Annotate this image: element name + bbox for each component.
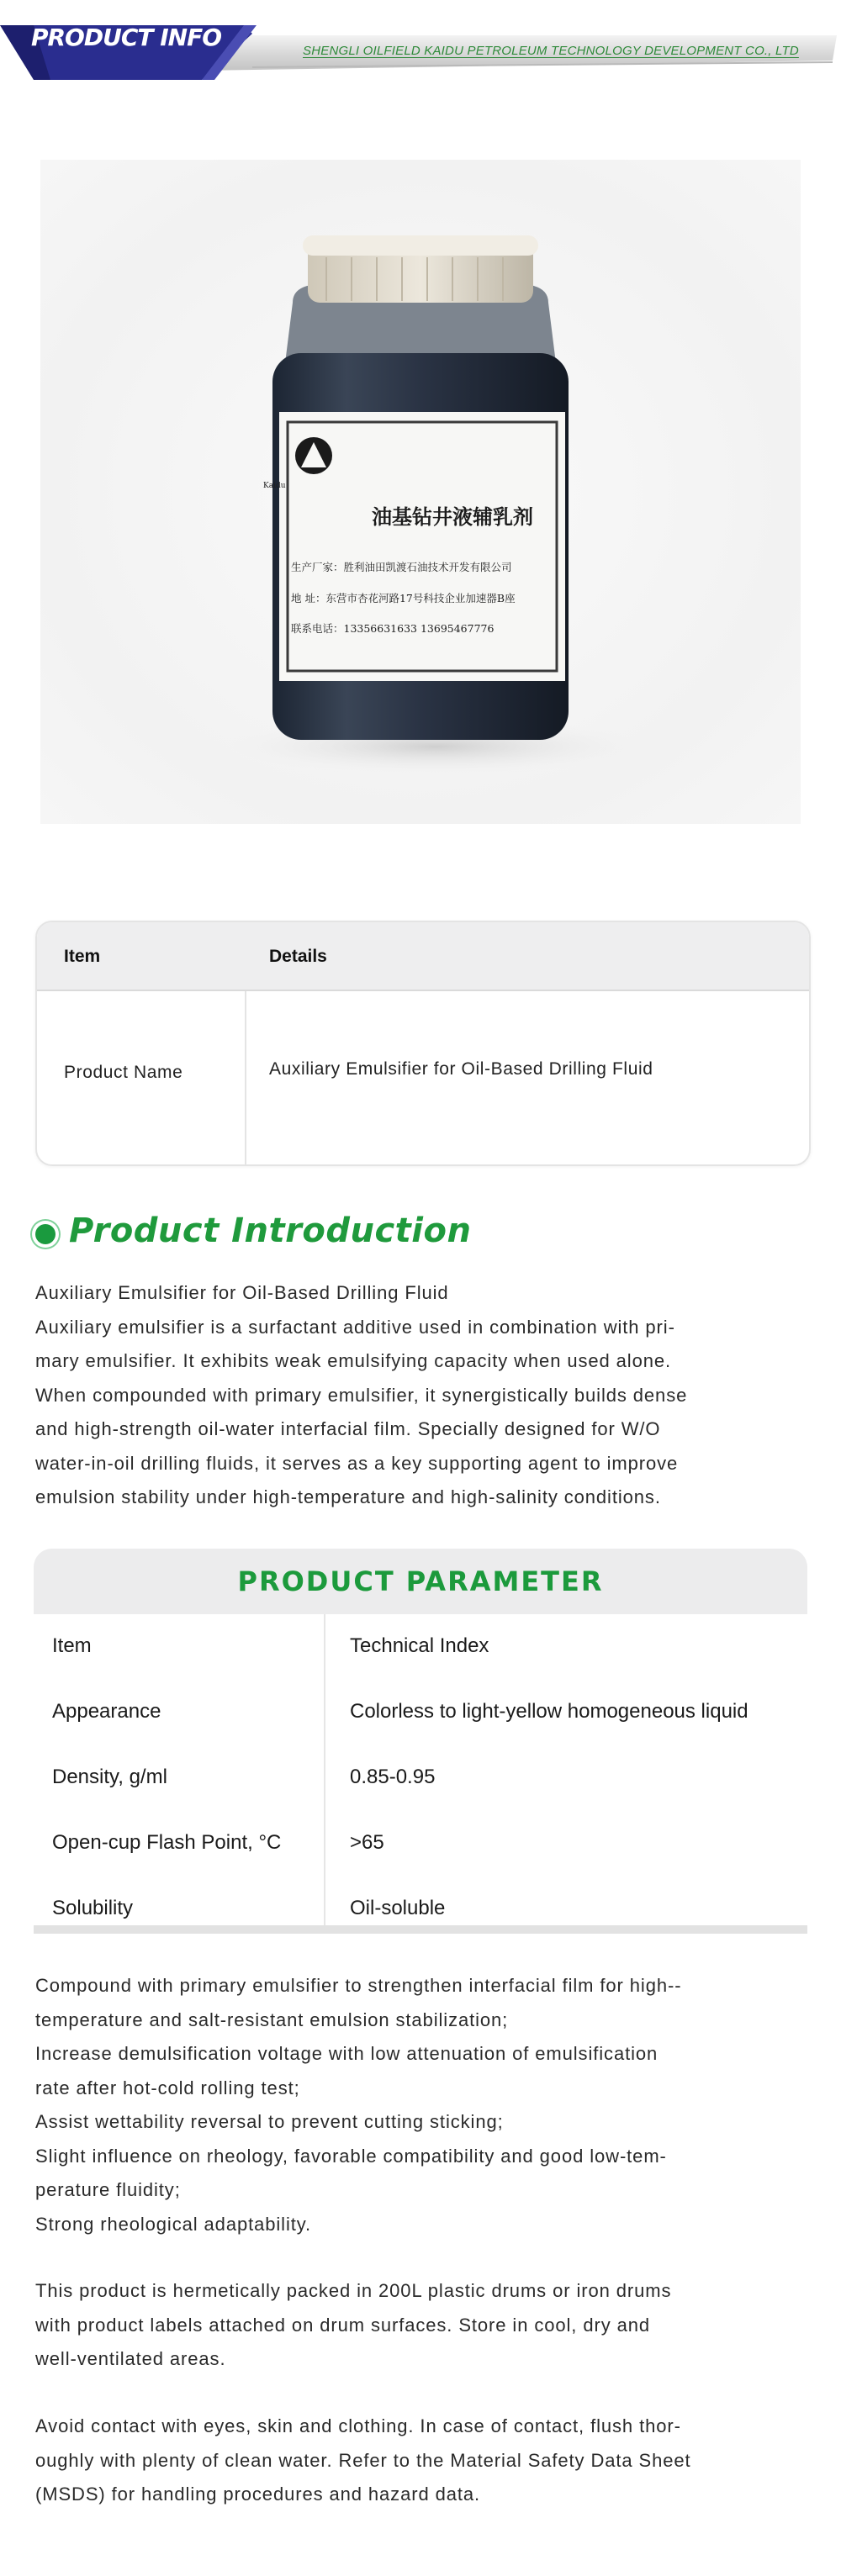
intro-line: and high-strength oil-water interfacial film. Specially designed for W/O bbox=[35, 1418, 661, 1439]
feature-line: temperature and salt-resistant emulsion stabilization; bbox=[35, 2009, 509, 2030]
packaging-text bbox=[35, 2274, 807, 2377]
features-text bbox=[35, 1969, 807, 2241]
intro-line: Auxiliary Emulsifier for Oil-Based Drilling Fluid bbox=[35, 1282, 449, 1303]
feature-line: Strong rheological adaptability. bbox=[35, 2213, 312, 2235]
feature-line: perature fluidity; bbox=[35, 2179, 181, 2200]
label-address: 地 址：东营市杏花河路17号科技企业加速器B座 bbox=[291, 592, 516, 604]
table-row bbox=[34, 1877, 807, 1925]
product-info-table bbox=[35, 921, 811, 1166]
bottle-illustration bbox=[40, 160, 801, 824]
packaging-line: well-ventilated areas. bbox=[35, 2348, 226, 2369]
safety-line: Avoid contact with eyes, skin and clothing. In case of contact, flush thor- bbox=[35, 2415, 681, 2436]
feature-line: rate after hot-cold rolling test; bbox=[35, 2077, 300, 2098]
feature-line: Increase demulsification voltage with low attenuation of emulsification bbox=[35, 2043, 659, 2064]
parameter-title: PRODUCT PARAMETER bbox=[237, 1565, 604, 1597]
label-manufacturer: 生产厂家：胜利油田凯渡石油技术开发有限公司 bbox=[291, 561, 512, 573]
introduction-text bbox=[35, 1276, 807, 1515]
header-banner bbox=[0, 0, 841, 84]
param-name: Item bbox=[52, 1634, 92, 1657]
section-bullet-icon bbox=[35, 1224, 56, 1244]
table-row bbox=[34, 1811, 807, 1878]
param-value: Oil-soluble bbox=[350, 1897, 446, 1919]
intro-line: When compounded with primary emulsifier, it synergistically builds dense bbox=[35, 1384, 688, 1406]
param-value: >65 bbox=[350, 1831, 384, 1854]
info-cell-item: Product Name bbox=[64, 1063, 183, 1082]
section-title-introduction: Product Introduction bbox=[69, 1211, 472, 1250]
company-name: SHENGLI OILFIELD KAIDU PETROLEUM TECHNOLOGY DEVELOPMENT CO., LTD bbox=[303, 44, 799, 58]
parameter-table-footer bbox=[34, 1925, 807, 1934]
param-name: Appearance bbox=[52, 1700, 161, 1723]
table-row bbox=[34, 1680, 807, 1747]
info-cell-details: Auxiliary Emulsifier for Oil-Based Drilling Fluid bbox=[269, 1059, 653, 1079]
param-name: Solubility bbox=[52, 1897, 134, 1919]
param-value: Technical Index bbox=[350, 1634, 489, 1657]
feature-line: Assist wettability reversal to prevent cutting sticking; bbox=[35, 2111, 504, 2132]
product-photo bbox=[40, 160, 801, 824]
label-phone: 联系电话：13356631633 13695467776 bbox=[291, 622, 495, 635]
feature-line: Slight influence on rheology, favorable compatibility and good low-tem- bbox=[35, 2145, 667, 2167]
safety-line: (MSDS) for handling procedures and hazard data. bbox=[35, 2484, 481, 2505]
info-header-item: Item bbox=[64, 947, 101, 966]
info-divider bbox=[245, 991, 246, 1166]
packaging-line: This product is hermetically packed in 200L plastic drums or iron drums bbox=[35, 2280, 672, 2301]
intro-line: emulsion stability under high-temperature and high-salinity conditions. bbox=[35, 1486, 661, 1507]
param-value: 0.85-0.95 bbox=[350, 1766, 436, 1788]
info-header-details: Details bbox=[269, 947, 327, 966]
parameter-table bbox=[34, 1549, 807, 1935]
banner-title: PRODUCT INFO bbox=[30, 24, 222, 51]
label-title: 油基钻井液辅乳剂 bbox=[372, 504, 533, 529]
intro-line: water-in-oil drilling fluids, it serves as a key supporting agent to improve bbox=[35, 1452, 679, 1474]
intro-line: mary emulsifier. It exhibits weak emulsifying capacity when used alone. bbox=[35, 1350, 671, 1371]
safety-line: oughly with plenty of clean water. Refer to the Material Safety Data Sheet bbox=[35, 2449, 691, 2471]
param-name: Density, g/ml bbox=[52, 1766, 167, 1788]
parameter-divider bbox=[324, 1614, 325, 1925]
param-value: Colorless to light-yellow homogeneous liquid bbox=[350, 1700, 748, 1723]
feature-line: Compound with primary emulsifier to strengthen interfacial film for high-- bbox=[35, 1975, 682, 1996]
label-logo-text: Kaidu bbox=[263, 482, 286, 490]
param-name: Open-cup Flash Point, °C bbox=[52, 1831, 282, 1854]
intro-line: Auxiliary emulsifier is a surfactant additive used in combination with pri- bbox=[35, 1316, 675, 1338]
table-row bbox=[34, 1614, 807, 1681]
table-row bbox=[34, 1745, 807, 1813]
safety-text bbox=[35, 2410, 807, 2512]
packaging-line: with product labels attached on drum surfaces. Store in cool, dry and bbox=[35, 2314, 651, 2336]
parameter-table-header bbox=[34, 1549, 807, 1614]
info-table-header bbox=[37, 922, 809, 991]
